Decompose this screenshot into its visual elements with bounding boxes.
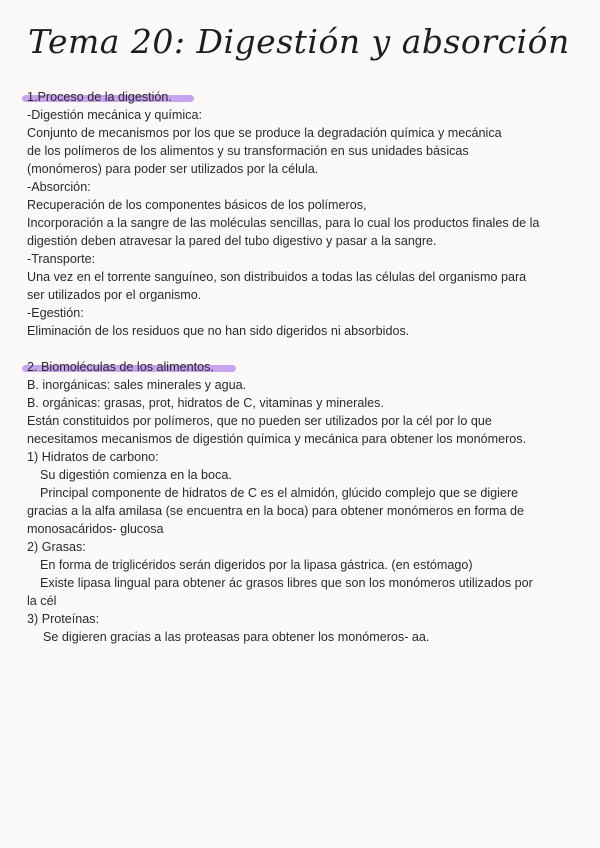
text-line: Conjunto de mecanismos por los que se produce la degradación química y mecánica <box>27 126 502 140</box>
text-line: En forma de triglicéridos serán digeridos por la lipasa gástrica. (en estómago) <box>40 558 473 572</box>
notes-body <box>27 88 575 646</box>
text-line: -Absorción: <box>27 180 91 194</box>
text-line: Su digestión comienza en la boca. <box>40 468 232 482</box>
text-line: (monómeros) para poder ser utilizados por la célula. <box>27 162 319 176</box>
text-line: la cél <box>27 594 57 608</box>
text-line: Una vez en el torrente sanguíneo, son distribuidos a todas las células del organismo para <box>27 270 527 284</box>
text-line: -Transporte: <box>27 252 96 266</box>
text-line: B. orgánicas: grasas, prot, hidratos de C, vitaminas y minerales. <box>27 396 384 410</box>
section-1-heading-row <box>27 88 575 106</box>
page-title: Tema 20: Digestión y absorción <box>28 22 570 61</box>
text-line: 1) Hidratos de carbono: <box>27 450 159 464</box>
text-line: Recuperación de los componentes básicos de los polímeros, <box>27 198 367 212</box>
text-line: Principal componente de hidratos de C es el almidón, glúcido complejo que se digiere <box>40 486 519 500</box>
text-line: 2) Grasas: <box>27 540 86 554</box>
text-line: -Egestión: <box>27 306 84 320</box>
text-line: B. inorgánicas: sales minerales y agua. <box>27 378 247 392</box>
text-line: -Digestión mecánica y química: <box>27 108 202 122</box>
section-2-heading: 2. Biomoléculas de los alimentos. <box>27 358 214 376</box>
text-line: Eliminación de los residuos que no han sido digeridos ni absorbidos. <box>27 324 410 338</box>
text-line: Existe lipasa lingual para obtener ác grasos libres que son los monómeros utilizados por <box>40 576 533 590</box>
text-line: Están constituidos por polímeros, que no pueden ser utilizados por la cél por lo que <box>27 414 492 428</box>
text-line: digestión deben atravesar la pared del tubo digestivo y pasar a la sangre. <box>27 234 437 248</box>
text-line: necesitamos mecanismos de digestión química y mecánica para obtener los monómeros. <box>27 432 527 446</box>
spacer <box>27 340 575 358</box>
text-line: gracias a la alfa amilasa (se encuentra en la boca) para obtener monómeros en forma de <box>27 504 525 518</box>
text-line: ser utilizados por el organismo. <box>27 288 202 302</box>
section-2-heading-row <box>27 358 575 376</box>
text-line: monosacáridos- glucosa <box>27 522 164 536</box>
text-line: Se digieren gracias a las proteasas para obtener los monómeros- aa. <box>43 630 430 644</box>
text-line: 3) Proteínas: <box>27 612 100 626</box>
text-line: de los polímeros de los alimentos y su transformación en sus unidades básicas <box>27 144 469 158</box>
text-line: Incorporación a la sangre de las moléculas sencillas, para lo cual los productos finales de la <box>27 216 540 230</box>
section-1-heading: 1.Proceso de la digestión. <box>27 88 172 106</box>
